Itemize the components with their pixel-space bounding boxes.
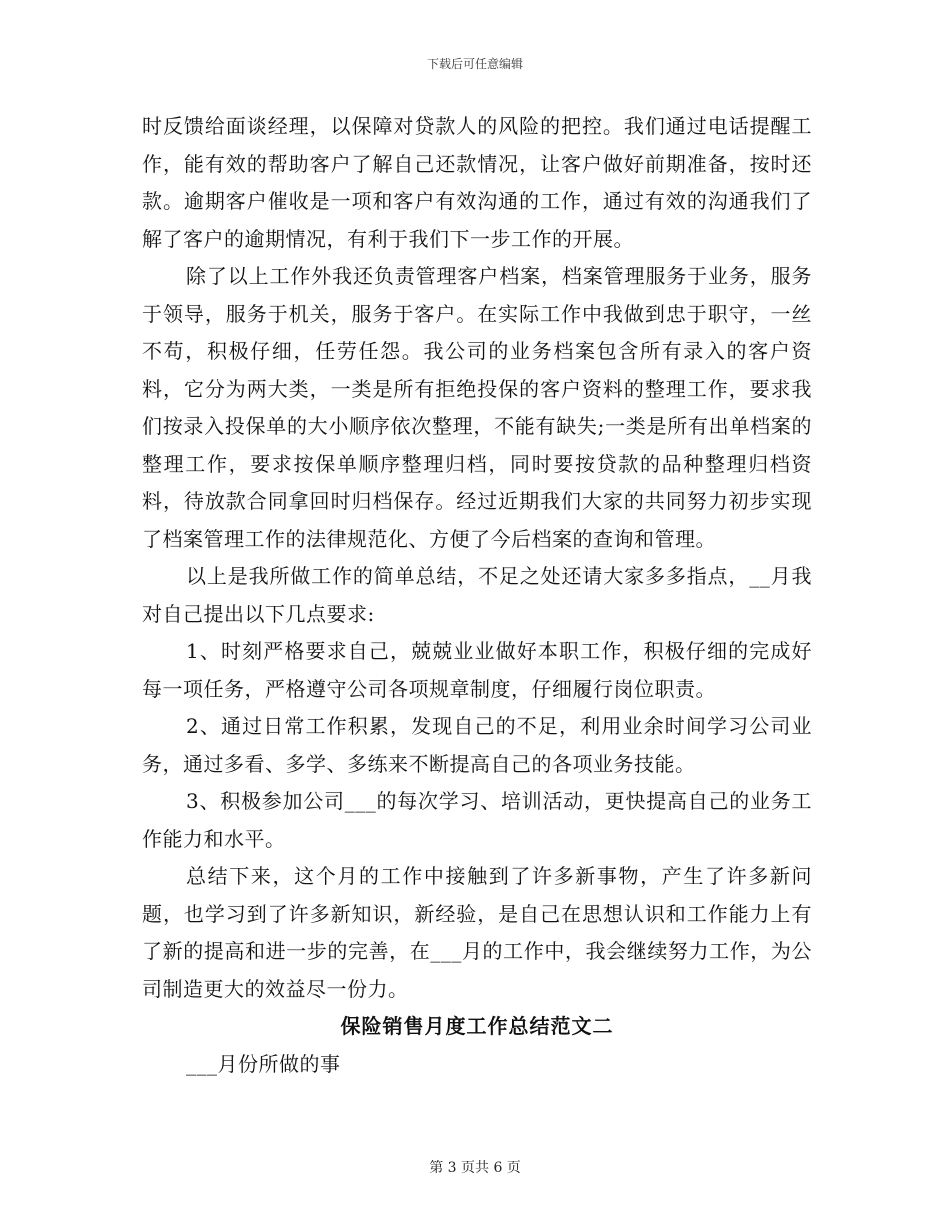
list-item-2: 2、通过日常工作积累，发现自己的不足，利用业余时间学习公司业务，通过多看、多学、多练来不断提高自己的各项业务技能。 [142,714,812,776]
section-title: 保险销售月度工作总结范文二 [340,1014,614,1038]
paragraph-continuation: 时反馈给面谈经理，以保障对贷款人的风险的把控。我们通过电话提醒工作，能有效的帮助客户了解自己还款情况，让客户做好前期准备，按时还款。逾期客户催收是一项和客户有效沟通的工作，通过有效的沟通我们了解了客户的逾期情况，有利于我们下一步工作的开展。 [142,114,812,251]
page-footer: 第 3 页共 6 页 [429,1160,521,1176]
paragraph-summary-intro: 以上是我所做工作的简单总结，不足之处还请大家多多指点，__月我对自己提出以下几点要求: [142,564,812,626]
list-item-3: 3、积极参加公司___的每次学习、培训活动，更快提高自己的业务工作能力和水平。 [142,789,812,851]
document-body [142,108,812,1083]
list-item-1: 1、时刻严格要求自己，兢兢业业做好本职工作，积极仔细的完成好每一项任务，严格遵守公司各项规章制度，仔细履行岗位职责。 [142,639,812,701]
paragraph-archive-management: 除了以上工作外我还负责管理客户档案，档案管理服务于业务，服务于领导，服务于机关，服务于客户。在实际工作中我做到忠于职守，一丝不苟，积极仔细，任劳任怨。我公司的业务档案包含所有录入的客户资料，它分为两大类，一类是所有拒绝投保的客户资料的整理工作，要求我们按录入投保单的大小顺序依次整理，不能有缺失;一类是所有出单档案的整理工作，要求按保单顺序整理归档，同时要按贷款的品种整理归档资料，待放款合同拿回时归档保存。经过近期我们大家的共同努力初步实现了档案管理工作的法律规范化、方便了今后档案的查询和管理。 [142,264,812,551]
page-header: 下载后可任意编辑 [426,57,523,71]
paragraph-conclusion: 总结下来，这个月的工作中接触到了许多新事物，产生了许多新问题，也学习到了许多新知识，新经验，是自己在思想认识和工作能力上有了新的提高和进一步的完善，在___月的工作中，我会继续努力工作，为公司制造更大的效益尽一份力。 [142,864,812,1001]
subheading: ___月份所做的事 [186,1051,341,1076]
